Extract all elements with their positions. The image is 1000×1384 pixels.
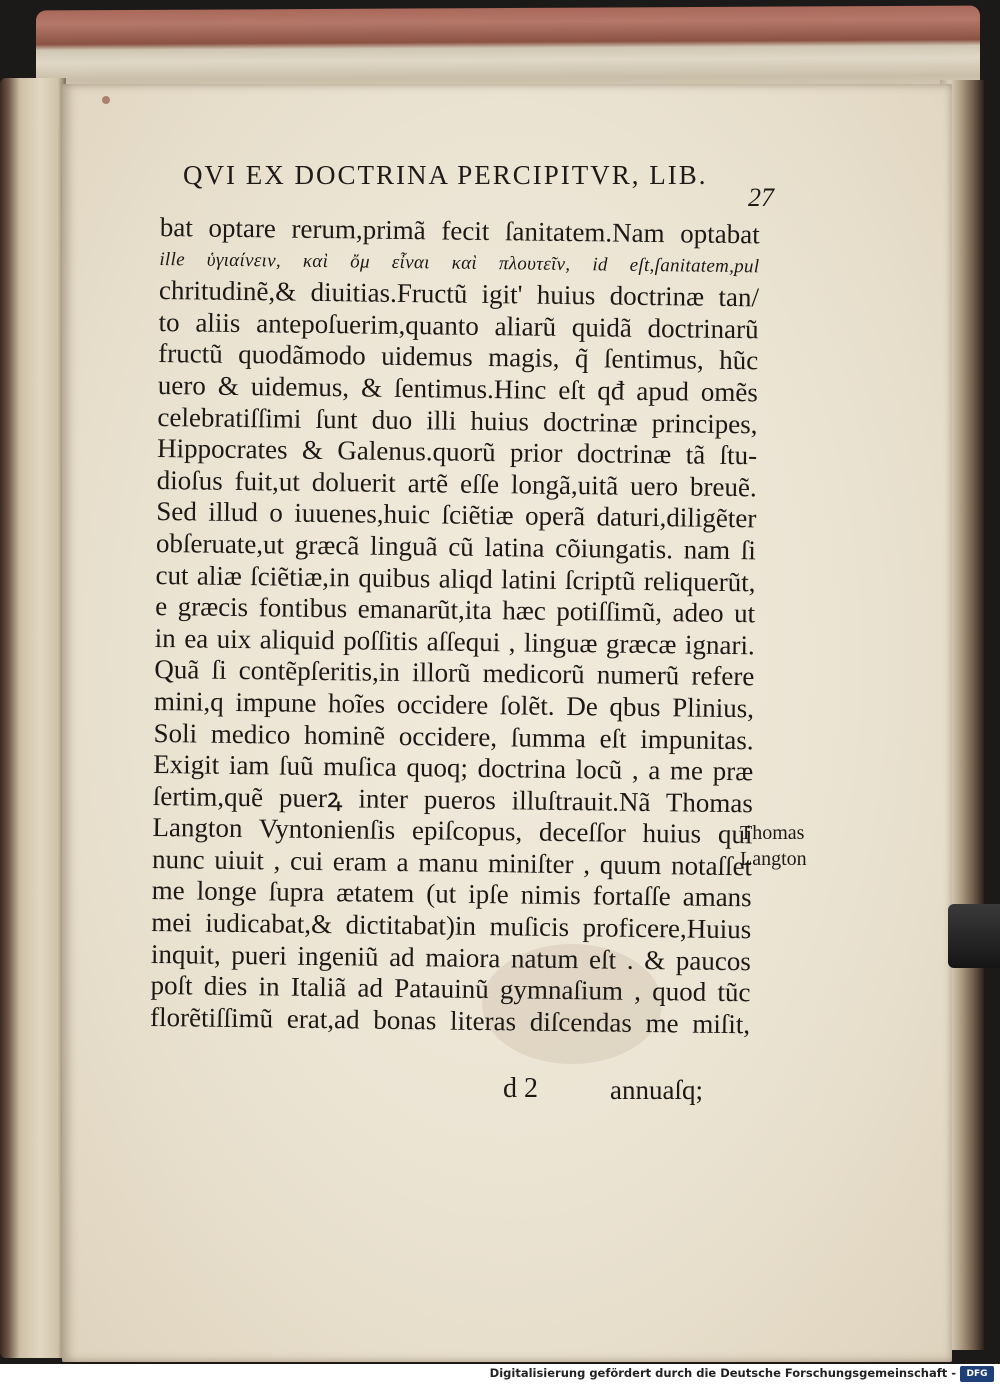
text-line: inquit, pueri ingeniũ ad maiora natum eſt . & paucos [150,938,752,976]
marginal-note-line: Thomas [740,822,805,844]
text-line: mini,q impune hoĩes occidere ſolẽt. De qbus Plinius, [153,685,755,724]
text-line: ille ὑγιαίνειν, καὶ ὄμ εἶναι καὶ πλουτεῖν, id eſt,ſanitatem,pul [159,248,760,277]
text-line: bat optare rerum,primã fecit ſanitatem.Nam optabat [159,212,760,250]
text-line: celebratiſſimi ſunt duo illi huius doctrinæ principes, [157,401,758,439]
page-number: 27 [748,183,774,212]
text-line: uero & uidemus, & ſentimus.Hinc eſt qđ apud omẽs [157,369,759,408]
left-page-edge [0,78,66,1358]
text-line: Hippocrates & Galenus.quorũ prior doctrinæ tã ſtu- [156,433,758,471]
text-line: e græcis fontibus emanarũt,ita hæc potiſſimũ, adeo ut [155,591,756,629]
signature-mark: d 2 [503,1073,538,1104]
footer-bar [0,1364,1000,1384]
text-line: in ea uix aliquid poſſitis aſſequi , linguæ græcæ ignari. [154,622,755,661]
text-line: me longe ſupra ætatem (ut ipſe nimis fortaſſe amans [151,875,752,913]
marginal-note [740,820,807,872]
text-line: obſeruate,ut græcã linguã cũ latina cõiungatis. nam ſi [155,527,757,566]
ink-spot [102,96,110,104]
catchword: annuaſq; [610,1075,703,1105]
text-line: Soli medico hominẽ occidere, ſumma eſt impunitas. [153,717,754,755]
book-clip [948,904,1000,968]
text-line: dioſus fuit,ut doluerit artẽ eſſe longã,uitã uero breuẽ. [156,464,757,503]
text-line: Langton Vyntonienſis epiſcopus, deceſſor huius qui [152,812,753,850]
text-line: ſertim,quẽ puerꝝ inter pueros illuſtrauit.Nã Thomas [152,780,754,818]
text-line: Quã ſi contẽpſeritis,in illorũ medicorũ numerũ refere [154,654,755,692]
text-line: florẽtiſſimũ erat,ad bonas literas diſcendas me miſit, [149,1001,751,1040]
body-text [150,212,760,1041]
funding-credit: Digitalisierung gefördert durch die Deutsche Forschungsgemeinschaft - [489,1366,956,1380]
text-line: nunc uiuit , cui eram a manu miniſter , quum notaſſet [151,843,753,882]
text-line: chritudinẽ,& diuitias.Fructũ igit' huius doctrinæ tan/ [158,275,760,313]
marginal-note-line: Langton [740,848,807,870]
running-head: QVI EX DOCTRINA PERCIPITVR, LIB. [183,160,708,190]
text-line: cut aliæ ſciẽtiæ,in quibus aliqd latini ſcriptũ reliquerũt, [155,559,756,597]
text-line: fructũ quodãmodo uidemus magis, q̃ ſentimus, hũc [158,338,759,376]
text-line: Sed illud o iuuenes,huic ſciẽtiæ operã daturi,diligẽter [156,496,757,534]
dfg-logo: DFG [960,1366,994,1382]
text-line: mei iudicabat,& dictitabat)in muſicis proficere,Huius [151,907,752,945]
text-line: Exigit iam ſuũ muſica quoq; doctrina locũ , a me præ [153,749,754,787]
text-line: poſt dies in Italiã ad Patauinũ gymnaſium , quod tũc [150,970,751,1008]
text-line: to aliis antepoſuerim,quanto aliarũ quidã doctrinarũ [158,306,759,345]
